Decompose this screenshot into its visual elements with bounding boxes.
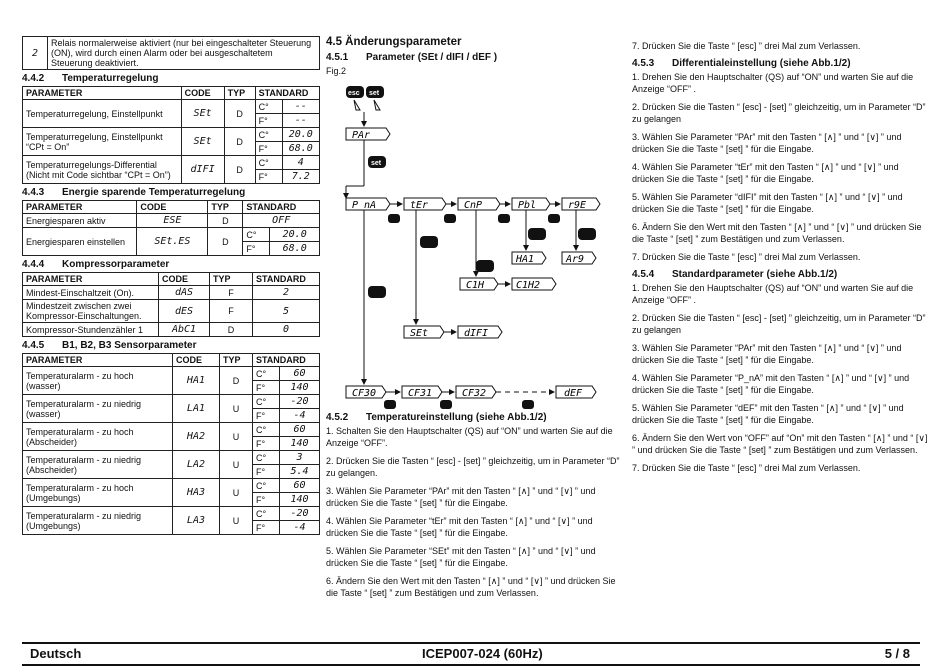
svg-text:CnP: CnP [464, 199, 483, 211]
svg-text:tEr: tEr [410, 199, 429, 211]
table-row: Temperaturalarm - zu niedrig (Umgebungs) LA3 U C° -20 [23, 507, 320, 521]
list-item: 6. Ändern Sie den Wert mit den Tasten “ [∧] ” und “ [∨] ” und drücken Sie die Taste “ [set] ” zum Bestätigen und zum Verlassen. [632, 222, 922, 244]
list-item: 6. Ändern Sie den Wert von “OFF” auf “On” mit den Tasten “ [∧] ” und “ [∨] ” und drücken Sie die Taste “ [set] ” zum Bestätigen und zum Verlassen. [632, 433, 928, 455]
list-item: 3. Wählen Sie Parameter “PAr” mit den Tasten “ [∧] ” und “ [∨] ” und drücken Sie die Taste “ [set] ” für die Eingabe. [326, 485, 596, 508]
list-item: 1. Drehen Sie den Hauptschalter (QS) auf “ON” und warten Sie auf die Anzeige “OFF” . [632, 72, 914, 94]
svg-text:r9E: r9E [568, 199, 587, 211]
section-45-heading: 4.5 Änderungsparameter [326, 36, 462, 48]
list-item: 7. Drücken Sie die Taste “ [esc] ” drei Mal zum Verlassen. [632, 252, 861, 262]
svg-text:C1H: C1H [466, 279, 485, 291]
temp-regulation-table: PARAMETER CODE TYP STANDARD Temperaturregelung, Einstellpunkt SEt D C° -- F° -- Temperaturregelung, Einstellpunkt “CPt = On” SEt D C° 20.0 F° 68.0 Temperaturregelungs-Differential (Nicht mit Code sichtbar “CPt = On”) dIFI D C° 4 F° 7.2 [22, 86, 320, 184]
up-arrow-icon [522, 400, 534, 409]
list-item: 2. Drücken Sie die Tasten “ [esc] - [set] ” gleichzeitig, um in Parameter “D” zu gelangen [632, 102, 926, 124]
table-row: Temperaturalarm - zu niedrig (wasser) LA1 U C° -20 [23, 395, 320, 409]
list-item: 7. Drücken Sie die Taste “ [esc] ” drei Mal zum Verlassen. [632, 463, 861, 473]
table-row: Kompressor-Stundenzähler 1 AbC1 D 0 [23, 323, 320, 337]
std-steps-list [632, 282, 932, 474]
parameter-flow-diagram [326, 78, 626, 410]
svg-text:CF32: CF32 [462, 387, 487, 399]
column-right [632, 0, 932, 480]
svg-text:Pbl: Pbl [518, 199, 537, 211]
relay-code: 2 [23, 37, 48, 70]
up-arrow-icon [444, 214, 456, 223]
table-row: Temperaturregelung, Einstellpunkt “CPt = On” SEt D C° 20.0 [23, 128, 320, 142]
up-arrow-icon [498, 214, 510, 223]
list-item: 5. Wählen Sie Parameter “dEF” mit den Tasten “ [∧] ” und “ [∨] ” und drücken Sie die Taste “ [set] ” für die Eingabe. [632, 403, 904, 425]
table-row: Mindest-Einschaltzeit (On). dAS F 2 [23, 286, 320, 300]
section-451-heading: 4.5.1 Parameter (SEt / dIFI / dEF ) [326, 52, 498, 63]
footer-language: Deutsch [30, 646, 82, 661]
svg-text:P_nA: P_nA [352, 199, 377, 211]
list-item: 2. Drücken Sie die Tasten “ [esc] - [set] ” gleichzeitig, um in Parameter “D” zu gelangen [632, 313, 926, 335]
section-442-heading: 4.4.2 Temperaturregelung [22, 73, 159, 84]
figure-label: Fig.2 [326, 66, 347, 76]
column-left [22, 0, 320, 535]
set-button-icon [368, 286, 386, 298]
list-item: 4. Wählen Sie Parameter “tEr” mit den Tasten “ [∧] ” und “ [∨] ” und drücken Sie die Taste “ [set] ” für die Eingabe. [632, 162, 899, 184]
list-item: 5. Wählen Sie Parameter “SEt” mit den Tasten “ [∧] ” und “ [∨] ” und drücken Sie die Taste “ [set] ” für die Eingabe. [326, 545, 596, 568]
set-button-icon [420, 236, 438, 248]
up-arrow-icon [548, 214, 560, 223]
compressor-table: PARAMETER CODE TYP STANDARD Mindest-Einschaltzeit (On). dAS F 2 Mindestzeit zwischen zwei Kompressor-Einschaltungen. dES F 5 Kompressor-Stundenzähler 1 AbC1 D 0 [22, 272, 320, 337]
up-arrow-icon [384, 400, 396, 409]
footer-model: ICEP007-024 (60Hz) [422, 646, 543, 661]
table-row: Energiesparen aktiv ESE D OFF [23, 214, 320, 228]
energy-saving-table: PARAMETER CODE TYP STANDARD Energiesparen aktiv ESE D OFF Energiesparen einstellen SEt.ES D C° 20.0 F° 68.0 [22, 200, 320, 256]
section-445-heading: 4.4.5 B1, B2, B3 Sensorparameter [22, 340, 197, 351]
relay-table [22, 36, 320, 70]
temp-steps-list [326, 425, 626, 599]
relay-description: Relais normalerweise aktiviert (nur bei eingeschalteter Steuerung (ON), wird durch einen Alarm oder bei ausgeschaltetem Steuerung deaktiviert. [48, 37, 320, 70]
up-arrow-icon [440, 400, 452, 409]
set-button-icon [578, 228, 596, 240]
section-453-heading: 4.5.3 Differentialeinstellung (siehe Abb.1/2) [632, 58, 851, 69]
svg-text:dEF: dEF [564, 387, 583, 399]
table-row: Temperaturalarm - zu niedrig (Abscheider) LA2 U C° 3 [23, 451, 320, 465]
column-middle [326, 0, 626, 605]
up-arrow-icon [388, 214, 400, 223]
list-item: 4. Wählen Sie Parameter “tEr” mit den Tasten “ [∧] ” und “ [∨] ” und drücken Sie die Taste “ [set] ” für die Eingabe. [326, 515, 593, 538]
svg-text:esc: esc [348, 89, 360, 97]
svg-text:set: set [371, 159, 382, 167]
list-item: 4. Wählen Sie Parameter “P_nA” mit den Tasten “ [∧] ” und “ [∨] ” und drücken Sie die Taste “ [set] ” für die Eingabe. [632, 373, 910, 395]
list-item: 6. Ändern Sie den Wert mit den Tasten “ [∧] ” und “ [∨] ” und drücken Sie die Taste “ [set] ” zum Bestätigen und zum Verlassen. [326, 575, 616, 598]
table-row: Temperaturregelungs-Differential (Nicht mit Code sichtbar “CPt = On”) dIFI D C° 4 [23, 156, 320, 170]
table-row: Mindestzeit zwischen zwei Kompressor-Einschaltungen. dES F 5 [23, 300, 320, 323]
col-header-code: CODE [181, 87, 224, 100]
table-row: Energiesparen einstellen SEt.ES D C° 20.0 [23, 228, 320, 242]
set-button-icon [476, 260, 494, 272]
section-443-heading: 4.4.3 Energie sparende Temperaturregelung [22, 187, 246, 198]
table-row: Temperaturalarm - zu hoch (Umgebungs) HA3 U C° 60 [23, 479, 320, 493]
list-item: 1. Drehen Sie den Hauptschalter (QS) auf “ON” und warten Sie auf die Anzeige “OFF” . [632, 283, 914, 305]
svg-text:PAr: PAr [352, 129, 371, 141]
svg-text:CF31: CF31 [408, 387, 433, 399]
diff-steps-list [632, 71, 932, 263]
svg-text:Ar9: Ar9 [566, 253, 585, 265]
svg-text:dIFI: dIFI [464, 327, 489, 339]
footer-page-number: 5 / 8 [884, 646, 910, 661]
list-item: 7. Drücken Sie die Taste “ [esc] ” drei Mal zum Verlassen. [632, 41, 861, 51]
section-454-heading: 4.5.4 Standardparameter (siehe Abb.1/2) [632, 269, 838, 280]
list-item: 3. Wählen Sie Parameter “PAr” mit den Tasten “ [∧] ” und “ [∨] ” und drücken Sie die Taste “ [set] ” für die Eingabe. [632, 132, 902, 154]
table-row: Temperaturalarm - zu hoch (wasser) HA1 D C° 60 [23, 367, 320, 381]
col-header-typ: TYP [224, 87, 255, 100]
col-header-param: PARAMETER [23, 87, 182, 100]
list-item: 5. Wählen Sie Parameter “dIFI” mit den Tasten “ [∧] ” und “ [∨] ” und drücken Sie die Taste “ [set] ” für die Eingabe. [632, 192, 903, 214]
section-444-heading: 4.4.4 Kompressorparameter [22, 259, 170, 270]
table-row: Temperaturregelung, Einstellpunkt SEt D C° -- [23, 100, 320, 114]
svg-text:HA1: HA1 [516, 253, 535, 265]
svg-text:CF30: CF30 [352, 387, 377, 399]
col-header-standard: STANDARD [255, 87, 319, 100]
svg-text:set: set [369, 89, 380, 97]
list-item: 2. Drücken Sie die Tasten “ [esc] - [set] ” gleichzeitig, um in Parameter “D” zu gelangen. [326, 455, 620, 478]
page-footer [22, 642, 920, 666]
svg-text:C1H2: C1H2 [516, 279, 541, 291]
table-row: Temperaturalarm - zu hoch (Abscheider) HA2 U C° 60 [23, 423, 320, 437]
list-item: 1. Schalten Sie den Hauptschalter (QS) auf “ON” und warten Sie auf die Anzeige “OFF”. [326, 425, 613, 448]
sensor-table: PARAMETER CODE TYP STANDARD Temperaturalarm - zu hoch (wasser) HA1 D C° 60 F° 140 Temperaturalarm - zu niedrig (wasser) LA1 U C° -20 F° -4 Temperaturalarm - zu hoch (Abscheider) HA2 U C° 60 F° 140 Temperaturalarm - zu niedrig (Abscheider) LA2 U C° 3 F° 5.4 Temperaturalarm - zu hoch (Umgebungs) HA3 U C° 60 F° 140 Temperaturalarm - zu niedrig (Umgebungs) LA3 U C° -20 F° -4 [22, 353, 320, 535]
svg-text:SEt: SEt [410, 327, 429, 339]
hand-icon [354, 100, 380, 110]
section-452-heading: 4.5.2 Temperatureinstellung (siehe Abb.1/2) [326, 411, 547, 423]
set-button-icon [528, 228, 546, 240]
list-item: 3. Wählen Sie Parameter “PAr” mit den Tasten “ [∧] ” und “ [∨] ” und drücken Sie die Taste “ [set] ” für die Eingabe. [632, 343, 902, 365]
